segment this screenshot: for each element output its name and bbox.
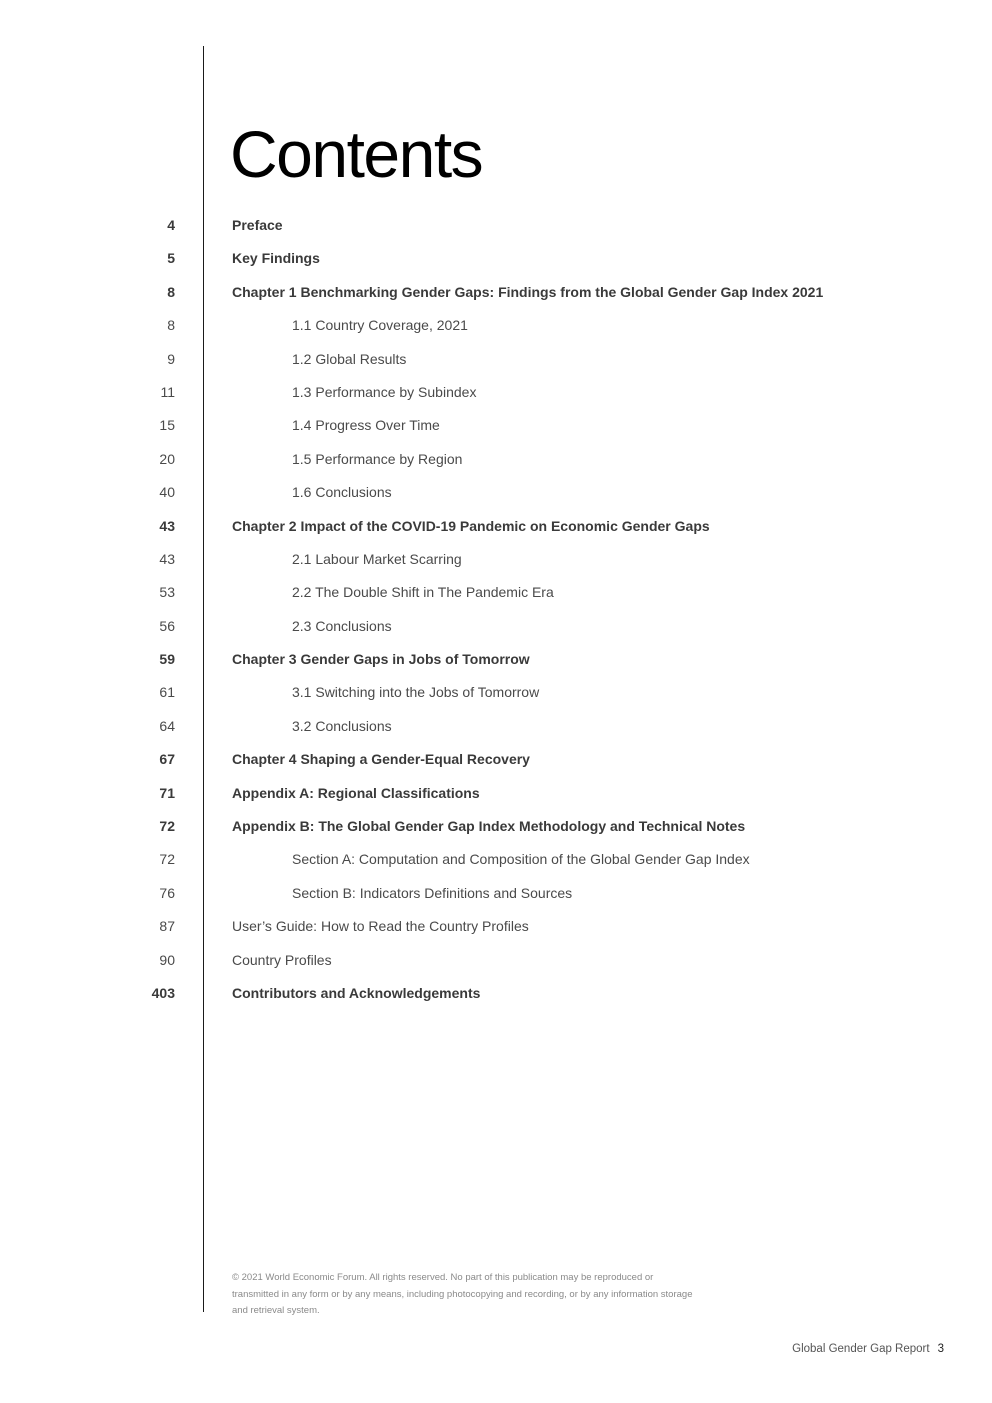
table-of-contents — [0, 208, 992, 1009]
toc-page-number: 8 — [167, 317, 175, 334]
toc-entry[interactable] — [0, 375, 992, 408]
toc-entry-title: Section A: Computation and Composition of the Global Gender Gap Index — [292, 851, 750, 868]
toc-page-number: 15 — [159, 417, 175, 434]
toc-page-number: 4 — [167, 217, 175, 233]
toc-page-number: 76 — [159, 884, 175, 901]
toc-entry-title: 1.5 Performance by Region — [292, 450, 463, 467]
toc-page-number: 40 — [159, 484, 175, 501]
toc-entry-title: Chapter 4 Shaping a Gender-Equal Recovery — [232, 751, 530, 768]
toc-entry[interactable] — [0, 442, 992, 475]
toc-page-number: 8 — [167, 283, 175, 300]
toc-entry-title: Key Findings — [232, 250, 320, 267]
toc-entry[interactable] — [0, 842, 992, 875]
toc-entry-title: Chapter 3 Gender Gaps in Jobs of Tomorrow — [232, 651, 530, 668]
copyright-line-1: © 2021 World Economic Forum. All rights reserved. No part of this publication may be reproduced or — [232, 1272, 654, 1283]
toc-entry[interactable] — [0, 308, 992, 341]
toc-entry-title: 1.6 Conclusions — [292, 484, 392, 501]
copyright-line-2: transmitted in any form or by any means, including photocopying and recording, or by any information storage — [232, 1288, 693, 1300]
toc-entry[interactable] — [0, 943, 992, 976]
footer-page-number: 3 — [937, 1343, 944, 1355]
toc-entry-title: Chapter 2 Impact of the COVID-19 Pandemic on Economic Gender Gaps — [232, 517, 710, 534]
toc-page-number: 67 — [159, 751, 175, 768]
toc-page-number: 5 — [167, 250, 175, 267]
toc-page-number: 20 — [159, 450, 175, 467]
toc-entry-title: Section B: Indicators Definitions and Sources — [292, 884, 573, 901]
toc-page-number: 11 — [160, 383, 175, 400]
toc-entry[interactable] — [0, 909, 992, 942]
toc-page-number: 71 — [159, 784, 175, 801]
toc-page-number: 90 — [159, 951, 175, 968]
toc-page-number: 403 — [151, 984, 175, 1001]
toc-entry-title: 3.2 Conclusions — [292, 717, 392, 734]
toc-entry-title: 1.2 Global Results — [292, 350, 407, 367]
page-footer — [792, 1343, 944, 1355]
toc-entry[interactable] — [0, 876, 992, 909]
copyright-notice — [232, 1270, 762, 1320]
toc-entry[interactable] — [0, 675, 992, 708]
toc-entry-title: Country Profiles — [232, 951, 332, 968]
toc-entry-title: Chapter 1 Benchmarking Gender Gaps: Findings from the Global Gender Gap Index 2021 — [232, 283, 824, 300]
toc-entry[interactable] — [0, 642, 992, 675]
page-title: Contents — [230, 117, 483, 191]
toc-page-number: 72 — [159, 851, 175, 868]
toc-entry-title: 1.3 Performance by Subindex — [292, 383, 477, 400]
toc-page-number: 72 — [159, 818, 175, 835]
toc-entry[interactable] — [0, 408, 992, 441]
toc-entry[interactable] — [0, 208, 992, 241]
toc-entry-title: Appendix B: The Global Gender Gap Index Methodology and Technical Notes — [232, 818, 746, 835]
toc-entry[interactable] — [0, 509, 992, 542]
footer-report-name: Global Gender Gap Report — [792, 1343, 930, 1355]
toc-entry-title: 2.2 The Double Shift in The Pandemic Era — [292, 584, 554, 601]
toc-entry-title: Contributors and Acknowledgements — [232, 984, 481, 1001]
toc-entry[interactable] — [0, 241, 992, 274]
toc-entry-title: 1.4 Progress Over Time — [292, 417, 440, 434]
copyright-line-3: and retrieval system. — [232, 1305, 320, 1316]
toc-entry[interactable] — [0, 609, 992, 642]
toc-page-number: 61 — [159, 684, 175, 701]
toc-entry[interactable] — [0, 275, 992, 308]
toc-entry-title: 2.3 Conclusions — [292, 617, 392, 634]
toc-entry[interactable] — [0, 776, 992, 809]
toc-entry[interactable] — [0, 475, 992, 508]
toc-page-number: 9 — [167, 350, 175, 367]
toc-page-number: 43 — [159, 550, 175, 567]
toc-page-number: 59 — [159, 651, 175, 668]
toc-page-number: 64 — [159, 717, 175, 734]
toc-entry-title: Preface — [232, 217, 283, 233]
toc-entry[interactable] — [0, 709, 992, 742]
toc-page-number: 53 — [159, 584, 175, 601]
toc-entry[interactable] — [0, 742, 992, 775]
toc-entry-title: 1.1 Country Coverage, 2021 — [292, 317, 468, 334]
toc-entry[interactable] — [0, 575, 992, 608]
toc-entry-title: Appendix A: Regional Classifications — [232, 784, 480, 801]
toc-page-number: 56 — [159, 617, 175, 634]
toc-entry-title: 2.1 Labour Market Scarring — [292, 550, 462, 567]
toc-page-number: 87 — [159, 918, 175, 935]
toc-entry-title: User’s Guide: How to Read the Country Profiles — [232, 918, 529, 935]
toc-entry[interactable] — [0, 542, 992, 575]
toc-entry[interactable] — [0, 976, 992, 1009]
toc-entry[interactable] — [0, 809, 992, 842]
toc-entry-title: 3.1 Switching into the Jobs of Tomorrow — [292, 684, 540, 701]
toc-page-number: 43 — [159, 517, 175, 534]
toc-entry[interactable] — [0, 342, 992, 375]
